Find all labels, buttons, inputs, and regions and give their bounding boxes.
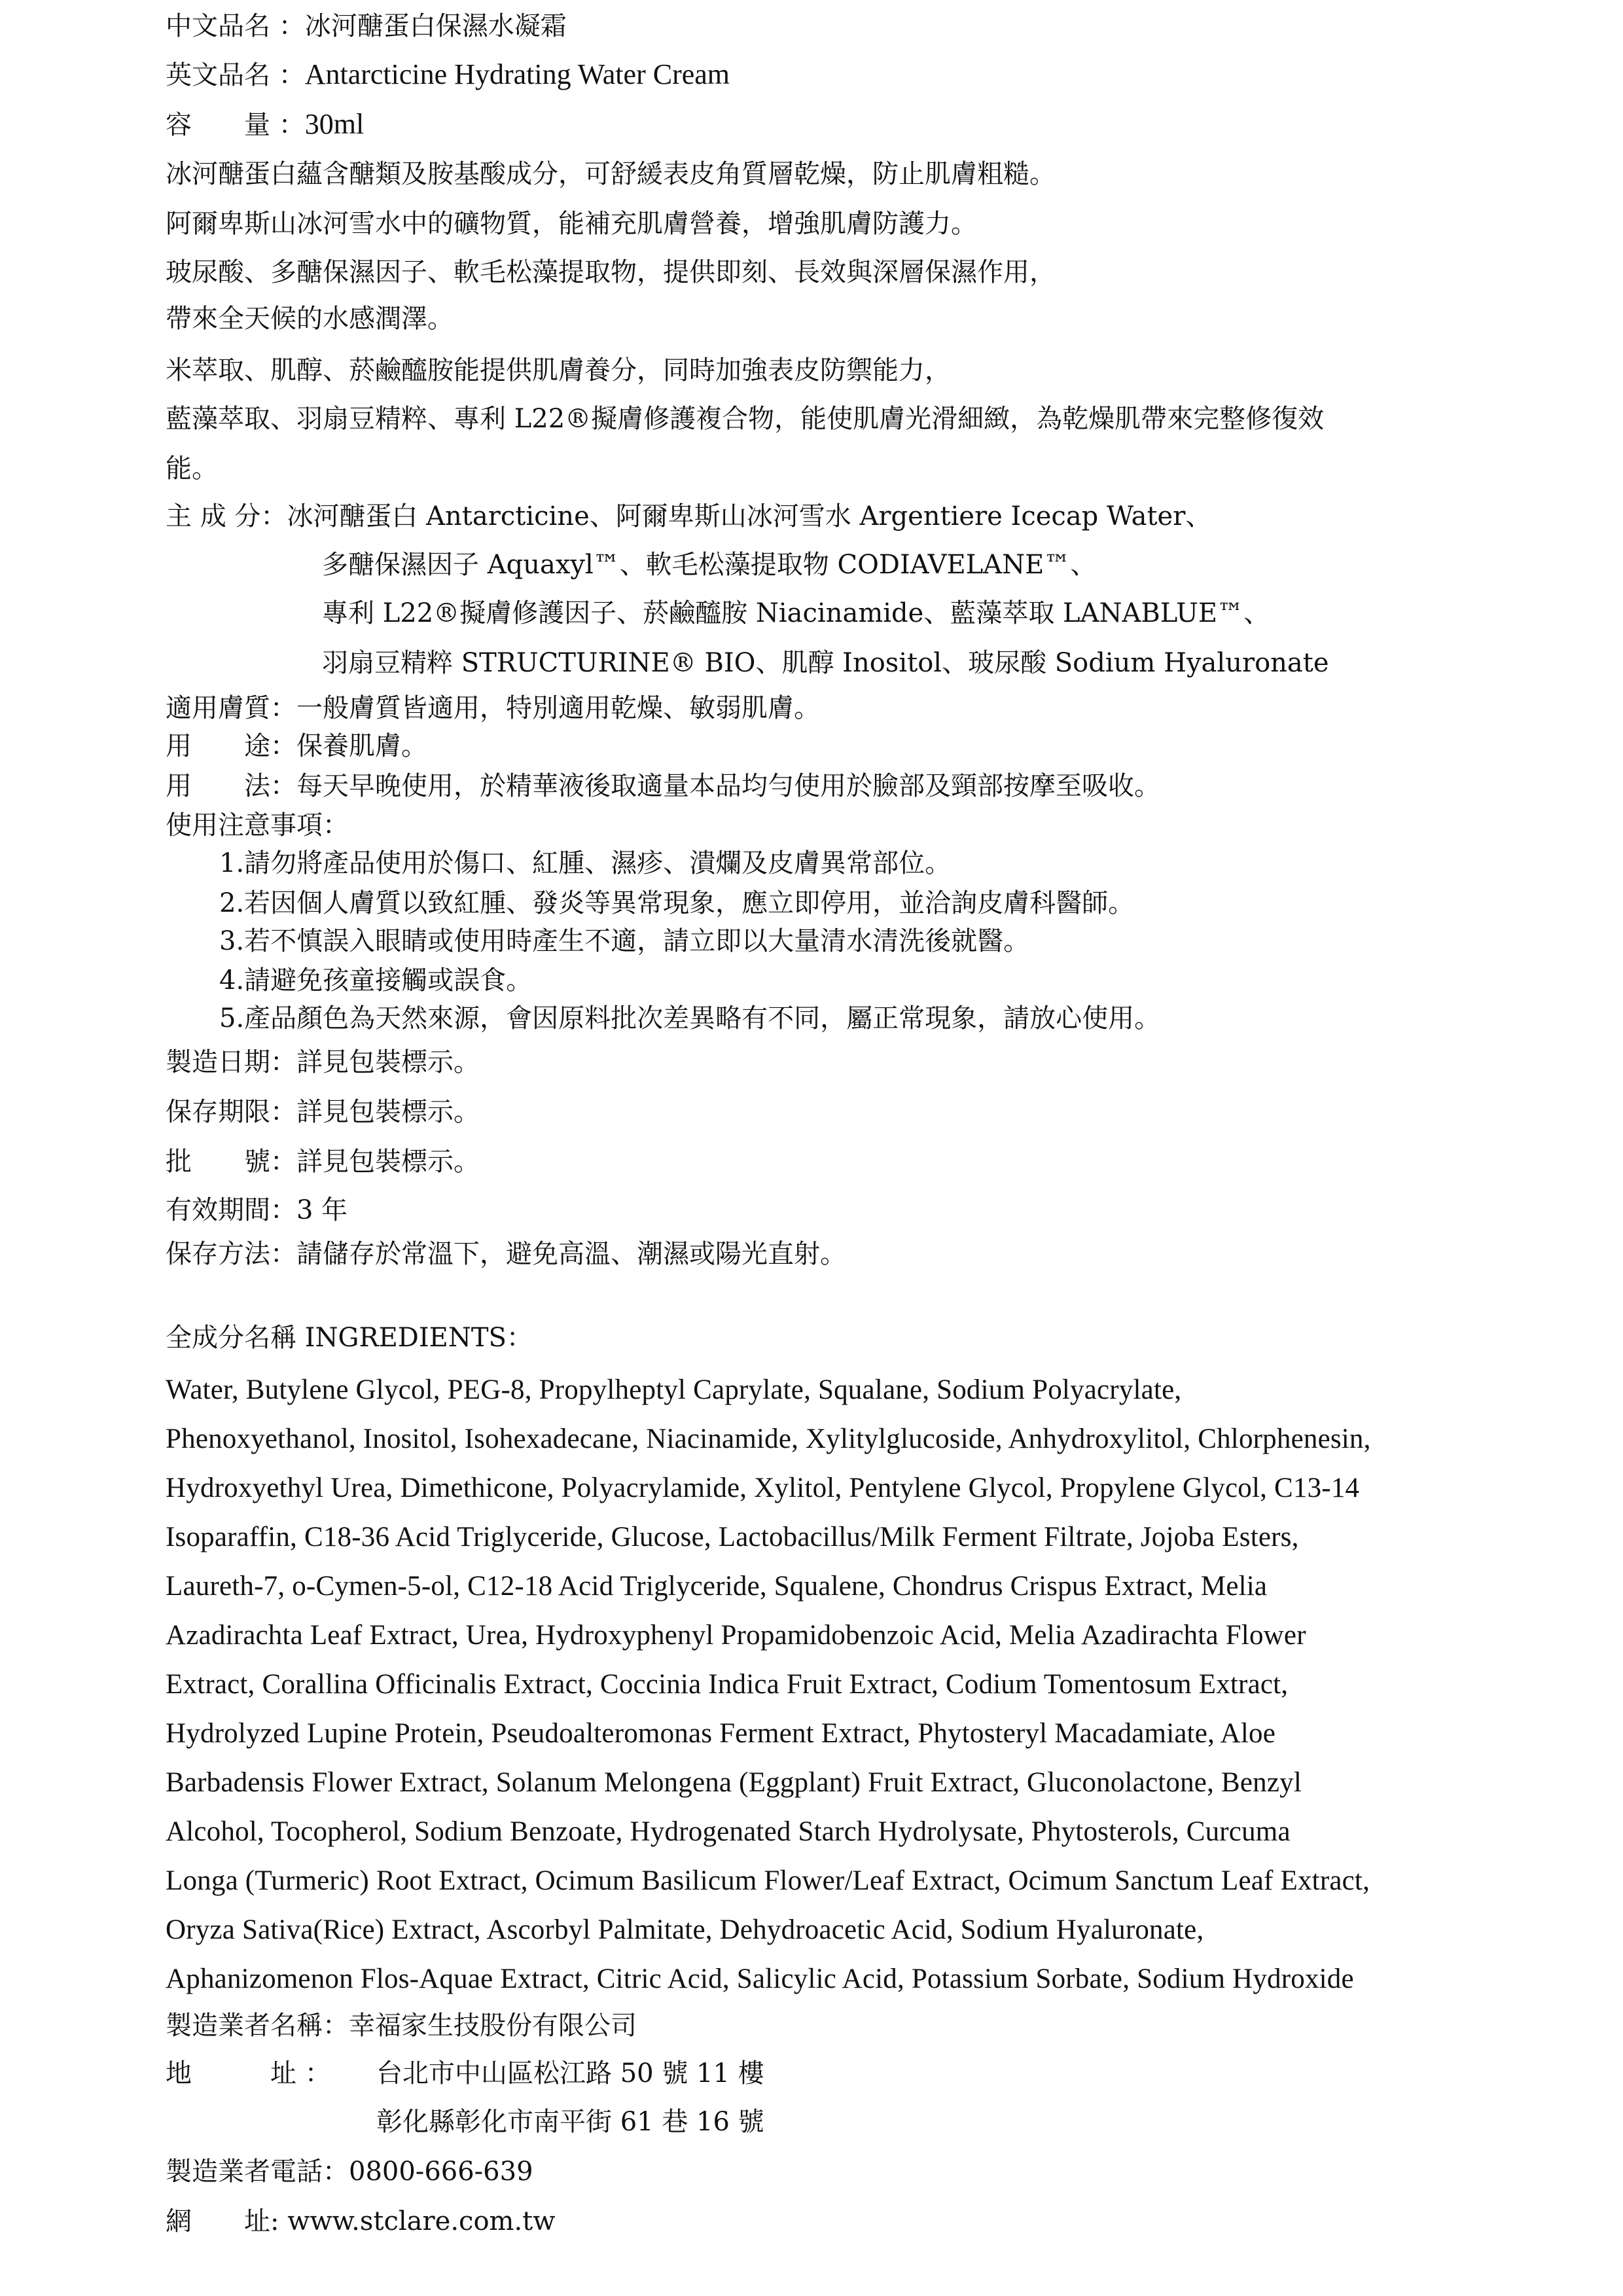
batch-value: 詳見包裝標示。 (296, 1147, 480, 1177)
mfg-date-value: 詳見包裝標示。 (296, 1047, 480, 1077)
volume-row (166, 109, 364, 141)
storage-value: 請儲存於常溫下，避免高溫、潮濕或陽光直射。 (296, 1239, 846, 1269)
manufacturer-name-label: 製造業者名稱： (166, 2011, 349, 2041)
manufacturer-name: 幸福家生技股份有限公司 (349, 2011, 637, 2041)
purpose-label: 用 途： (166, 731, 296, 761)
caution-item: 3.若不慎誤入眼睛或使用時產生不適，請立即以大量清水清洗後就醫。 (219, 926, 1030, 956)
description-line: 阿爾卑斯山冰河雪水中的礦物質，能補充肌膚營養，增強肌膚防護力。 (166, 209, 977, 239)
mfg-date-row (166, 1047, 480, 1078)
shelf-life-value: 3 年 (296, 1195, 348, 1225)
ingredients-line: Barbadensis Flower Extract, Solanum Melongena (Eggplant) Fruit Extract, Gluconolactone, Benzyl (166, 1767, 1302, 1798)
usage-row (166, 770, 1160, 802)
skin-type-label: 適用膚質： (166, 693, 296, 723)
phone-label: 製造業者電話： (166, 2157, 349, 2187)
purpose-row (166, 730, 427, 762)
zh-name-row (166, 10, 567, 42)
caution-item: 1.請勿將產品使用於傷口、紅腫、濕疹、潰爛及皮膚異常部位。 (219, 848, 952, 878)
main-ingredients-line: 冰河醣蛋白 Antarcticine、阿爾卑斯山冰河雪水 Argentiere Icecap Water、 (287, 501, 1212, 531)
manufacturer-name-row (166, 2010, 637, 2041)
address-line: 彰化縣彰化市南平街 61 巷 16 號 (376, 2107, 764, 2137)
zh-name-label: 中文品名 ： (166, 11, 305, 41)
website-link[interactable]: www.stclare.com.tw (287, 2206, 556, 2236)
main-ingredients-line: 羽扇豆精粹 STRUCTURINE® BIO、肌醇 Inositol、玻尿酸 Sodium Hyaluronate (322, 648, 1329, 678)
usage-value: 每天早晚使用，於精華液後取適量本品均勻使用於臉部及頸部按摩至吸收。 (296, 771, 1160, 801)
shelf-life-row (166, 1194, 348, 1226)
batch-label: 批 號： (166, 1147, 296, 1177)
zh-name: 冰河醣蛋白保濕水凝霜 (304, 11, 567, 41)
caution-item: 2.若因個人膚質以致紅腫、發炎等異常現象，應立即停用，並洽詢皮膚科醫師。 (219, 888, 1135, 918)
ingredients-line: Oryza Sativa(Rice) Extract, Ascorbyl Palmitate, Dehydroacetic Acid, Sodium Hyaluronate, (166, 1914, 1204, 1945)
ingredients-line: Alcohol, Tocopherol, Sodium Benzoate, Hydrogenated Starch Hydrolysate, Phytosterols, Curcuma (166, 1816, 1291, 1847)
main-ingredients-row (166, 501, 1211, 532)
ingredients-title: 全成分名稱 INGREDIENTS： (166, 1323, 533, 1353)
phone-value: 0800-666-639 (349, 2157, 533, 2187)
ingredients-line: Hydroxyethyl Urea, Dimethicone, Polyacrylamide, Xylitol, Pentylene Glycol, Propylene Glycol, C13-14 (166, 1473, 1360, 1503)
ingredients-line: Isoparaffin, C18-36 Acid Triglyceride, Glucose, Lactobacillus/Milk Ferment Filtrate, Jojoba Esters, (166, 1522, 1299, 1552)
skin-type-row (166, 692, 820, 724)
skin-type-value: 一般膚質皆適用，特別適用乾燥、敏弱肌膚。 (296, 693, 820, 723)
description-line: 能。 (166, 454, 218, 484)
mfg-date-label: 製造日期： (166, 1047, 296, 1077)
en-name-row (166, 59, 730, 91)
address-line: 台北市中山區松江路 50 號 11 樓 (376, 2058, 764, 2089)
main-ingredients-line: 多醣保濕因子 Aquaxyl™、軟毛松藻提取物 CODIAVELANE™、 (322, 550, 1097, 580)
ingredients-line: Hydrolyzed Lupine Protein, Pseudoalteromonas Ferment Extract, Phytosteryl Macadamiate, Aloe (166, 1718, 1275, 1749)
ingredients-line: Water, Butylene Glycol, PEG-8, Propylheptyl Caprylate, Squalane, Sodium Polyacrylate, (166, 1374, 1182, 1405)
batch-row (166, 1146, 480, 1177)
description-line: 帶來全天候的水感潤澤。 (166, 304, 454, 334)
description-line: 米萃取、肌醇、菸鹼醯胺能提供肌膚養分，同時加強表皮防禦能力， (166, 355, 951, 386)
website-label: 網 址: (166, 2206, 288, 2236)
phone-row (166, 2156, 533, 2187)
description-line: 玻尿酸、多醣保濕因子、軟毛松藻提取物，提供即刻、長效與深層保濕作用， (166, 257, 1056, 287)
caution-item: 5.產品顏色為天然來源，會因原料批次差異略有不同，屬正常現象，請放心使用。 (219, 1003, 1161, 1033)
en-name-label: 英文品名 ： (166, 60, 305, 90)
shelf-life-label: 有效期間： (166, 1195, 296, 1225)
volume: 30ml (304, 108, 365, 140)
main-ingredients-line: 專利 L22®擬膚修護因子、菸鹼醯胺 Niacinamide、藍藻萃取 LANABLUE™、 (322, 598, 1270, 628)
address-label: 地 址 ： (166, 2058, 331, 2089)
expiry-value: 詳見包裝標示。 (296, 1097, 480, 1127)
expiry-row (166, 1096, 480, 1128)
ingredients-line: Phenoxyethanol, Inositol, Isohexadecane, Niacinamide, Xylitylglucoside, Anhydroxylitol, Chlorphenesin, (166, 1424, 1371, 1454)
ingredients-line: Laureth-7, o-Cymen-5-ol, C12-18 Acid Triglyceride, Squalene, Chondrus Crispus Extract, Melia (166, 1571, 1268, 1602)
description-line: 藍藻萃取、羽扇豆精粹、專利 L22®擬膚修護複合物，能使肌膚光滑細緻，為乾燥肌帶來完整修復效 (166, 404, 1325, 434)
ingredients-line: Extract, Corallina Officinalis Extract, Coccinia Indica Fruit Extract, Codium Tomentosum Extract, (166, 1669, 1289, 1700)
storage-label: 保存方法： (166, 1239, 296, 1269)
ingredients-line: Aphanizomenon Flos-Aquae Extract, Citric Acid, Salicylic Acid, Potassium Sorbate, Sodium Hydroxide (166, 1964, 1354, 1994)
description-line: 冰河醣蛋白蘊含醣類及胺基酸成分，可舒緩表皮角質層乾燥，防止肌膚粗糙。 (166, 159, 1056, 189)
ingredients-line: Longa (Turmeric) Root Extract, Ocimum Basilicum Flower/Leaf Extract, Ocimum Sanctum Leaf Extract, (166, 1865, 1370, 1896)
caution-item: 4.請避免孩童接觸或誤食。 (219, 965, 533, 996)
storage-row (166, 1238, 846, 1270)
expiry-label: 保存期限： (166, 1097, 296, 1127)
ingredients-line: Azadirachta Leaf Extract, Urea, Hydroxyphenyl Propamidobenzoic Acid, Melia Azadirachta Flower (166, 1620, 1306, 1651)
main-ingredients-label: 主 成 分： (166, 501, 287, 531)
website-row (166, 2206, 555, 2237)
en-name: Antarcticine Hydrating Water Cream (304, 58, 730, 90)
purpose-value: 保養肌膚。 (296, 731, 427, 761)
address-row (166, 2058, 764, 2089)
cautions-heading: 使用注意事項： (166, 810, 349, 840)
usage-label: 用 法： (166, 771, 296, 801)
volume-label: 容 量 ： (166, 110, 305, 140)
